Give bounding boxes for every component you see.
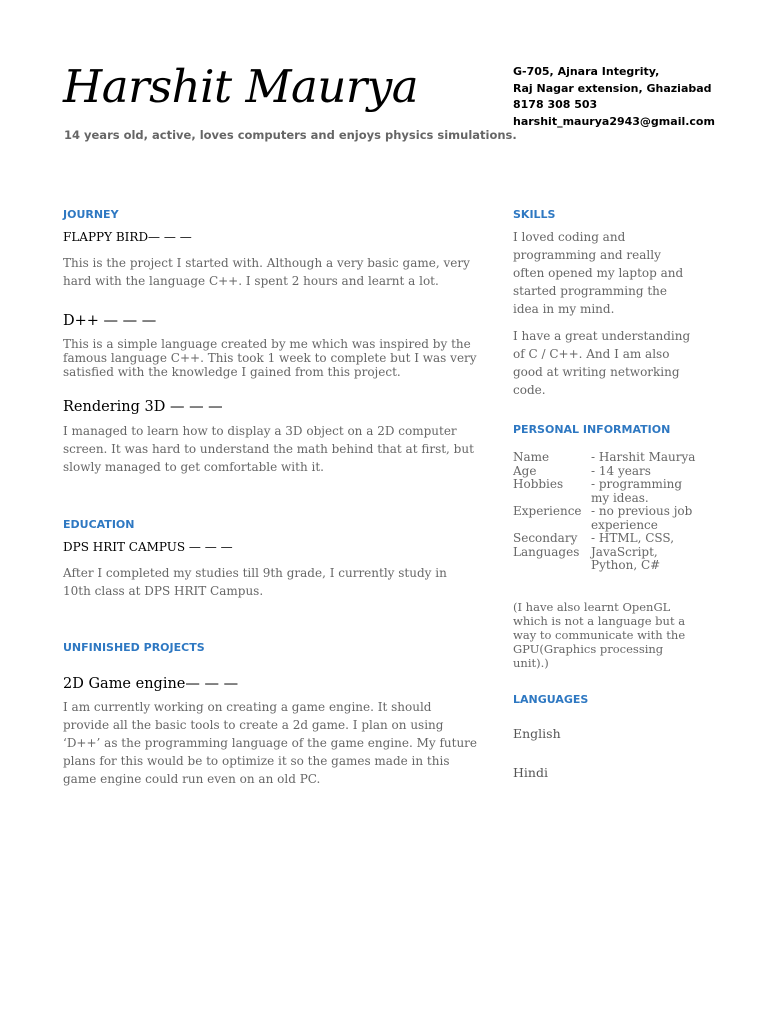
personal-info-value: - Harshit Maurya	[591, 450, 696, 464]
section-heading-personal-information: PERSONAL INFORMATION	[513, 423, 671, 436]
section-heading-education: EDUCATION	[63, 518, 135, 531]
education-title: DPS HRIT CAMPUS — — —	[63, 540, 233, 554]
project-text: I am currently working on creating a game engine. It should provide all the basic tools to create a 2d game. I plan on using ‘D++’ as the programming language of the game engine. My future plans for this would be to optimize it so the games made in this game engine could run even on an old PC.	[63, 700, 478, 786]
personal-info-key: Experience	[513, 504, 582, 518]
phone-number: 8178 308 503	[513, 98, 598, 111]
personal-info-row	[513, 532, 703, 573]
personal-info-key: Name	[513, 450, 550, 464]
personal-info-row	[513, 478, 703, 505]
journey-item-text: This is the project I started with. Although a very basic game, very hard with the language C++. I spent 2 hours and learnt a lot.	[63, 256, 470, 288]
resume-name: Harshit Maurya	[63, 60, 419, 113]
journey-item-text: This is a simple language created by me which was inspired by the famous language C++. This took 1 week to complete but I was very satisfied with the knowledge I gained from this project.	[63, 337, 477, 379]
personal-info-value: - 14 years	[591, 463, 651, 478]
journey-item-title: FLAPPY BIRD— — —	[63, 230, 192, 244]
personal-info-row	[513, 505, 703, 532]
section-heading-journey: JOURNEY	[63, 208, 119, 221]
email-address: harshit_maurya2943@gmail.com	[513, 114, 715, 128]
section-heading-unfinished-projects: UNFINISHED PROJECTS	[63, 641, 205, 654]
personal-info-key: Secondary Languages	[513, 531, 580, 559]
contact-block	[513, 64, 715, 130]
journey-item-title: Rendering 3D — — —	[63, 399, 223, 415]
language-item: English	[513, 726, 561, 741]
section-heading-languages: LANGUAGES	[513, 693, 589, 706]
personal-info-note: (I have also learnt OpenGL which is not a language but a way to communicate with the GPU(Graphics processing unit).)	[513, 600, 686, 670]
tagline: 14 years old, active, loves computers and enjoys physics simulations.	[64, 128, 517, 142]
personal-info-key: Hobbies	[513, 477, 564, 491]
journey-item-text: I managed to learn how to display a 3D object on a 2D computer screen. It was hard to understand the math behind that at first, but slowly managed to get comfortable with it.	[63, 424, 474, 474]
personal-info-value: - programming my ideas.	[591, 477, 683, 505]
language-item: Hindi	[513, 765, 548, 780]
personal-info-key: Age	[513, 463, 537, 478]
personal-info-row	[513, 451, 703, 465]
address-line-1: G-705, Ajnara Integrity,	[513, 65, 660, 78]
journey-item-title: D++ — — —	[63, 313, 157, 329]
personal-info-row	[513, 465, 703, 479]
skills-paragraph: I have a great understanding of C / C++. And I am also good at writing networking code.	[513, 329, 691, 397]
project-title: 2D Game engine— — —	[63, 676, 239, 692]
address-line-2: Raj Nagar extension, Ghaziabad	[513, 81, 712, 95]
section-heading-skills: SKILLS	[513, 208, 556, 221]
education-text: After I completed my studies till 9th grade, I currently study in 10th class at DPS HRIT Campus.	[63, 566, 447, 598]
personal-info-value: - HTML, CSS, JavaScript, Python, C#	[591, 531, 675, 572]
skills-paragraph: I loved coding and programming and really often opened my laptop and started programming the idea in my mind.	[513, 230, 684, 316]
personal-info-value: - no previous job experience	[591, 504, 693, 532]
personal-info-table	[513, 451, 703, 573]
